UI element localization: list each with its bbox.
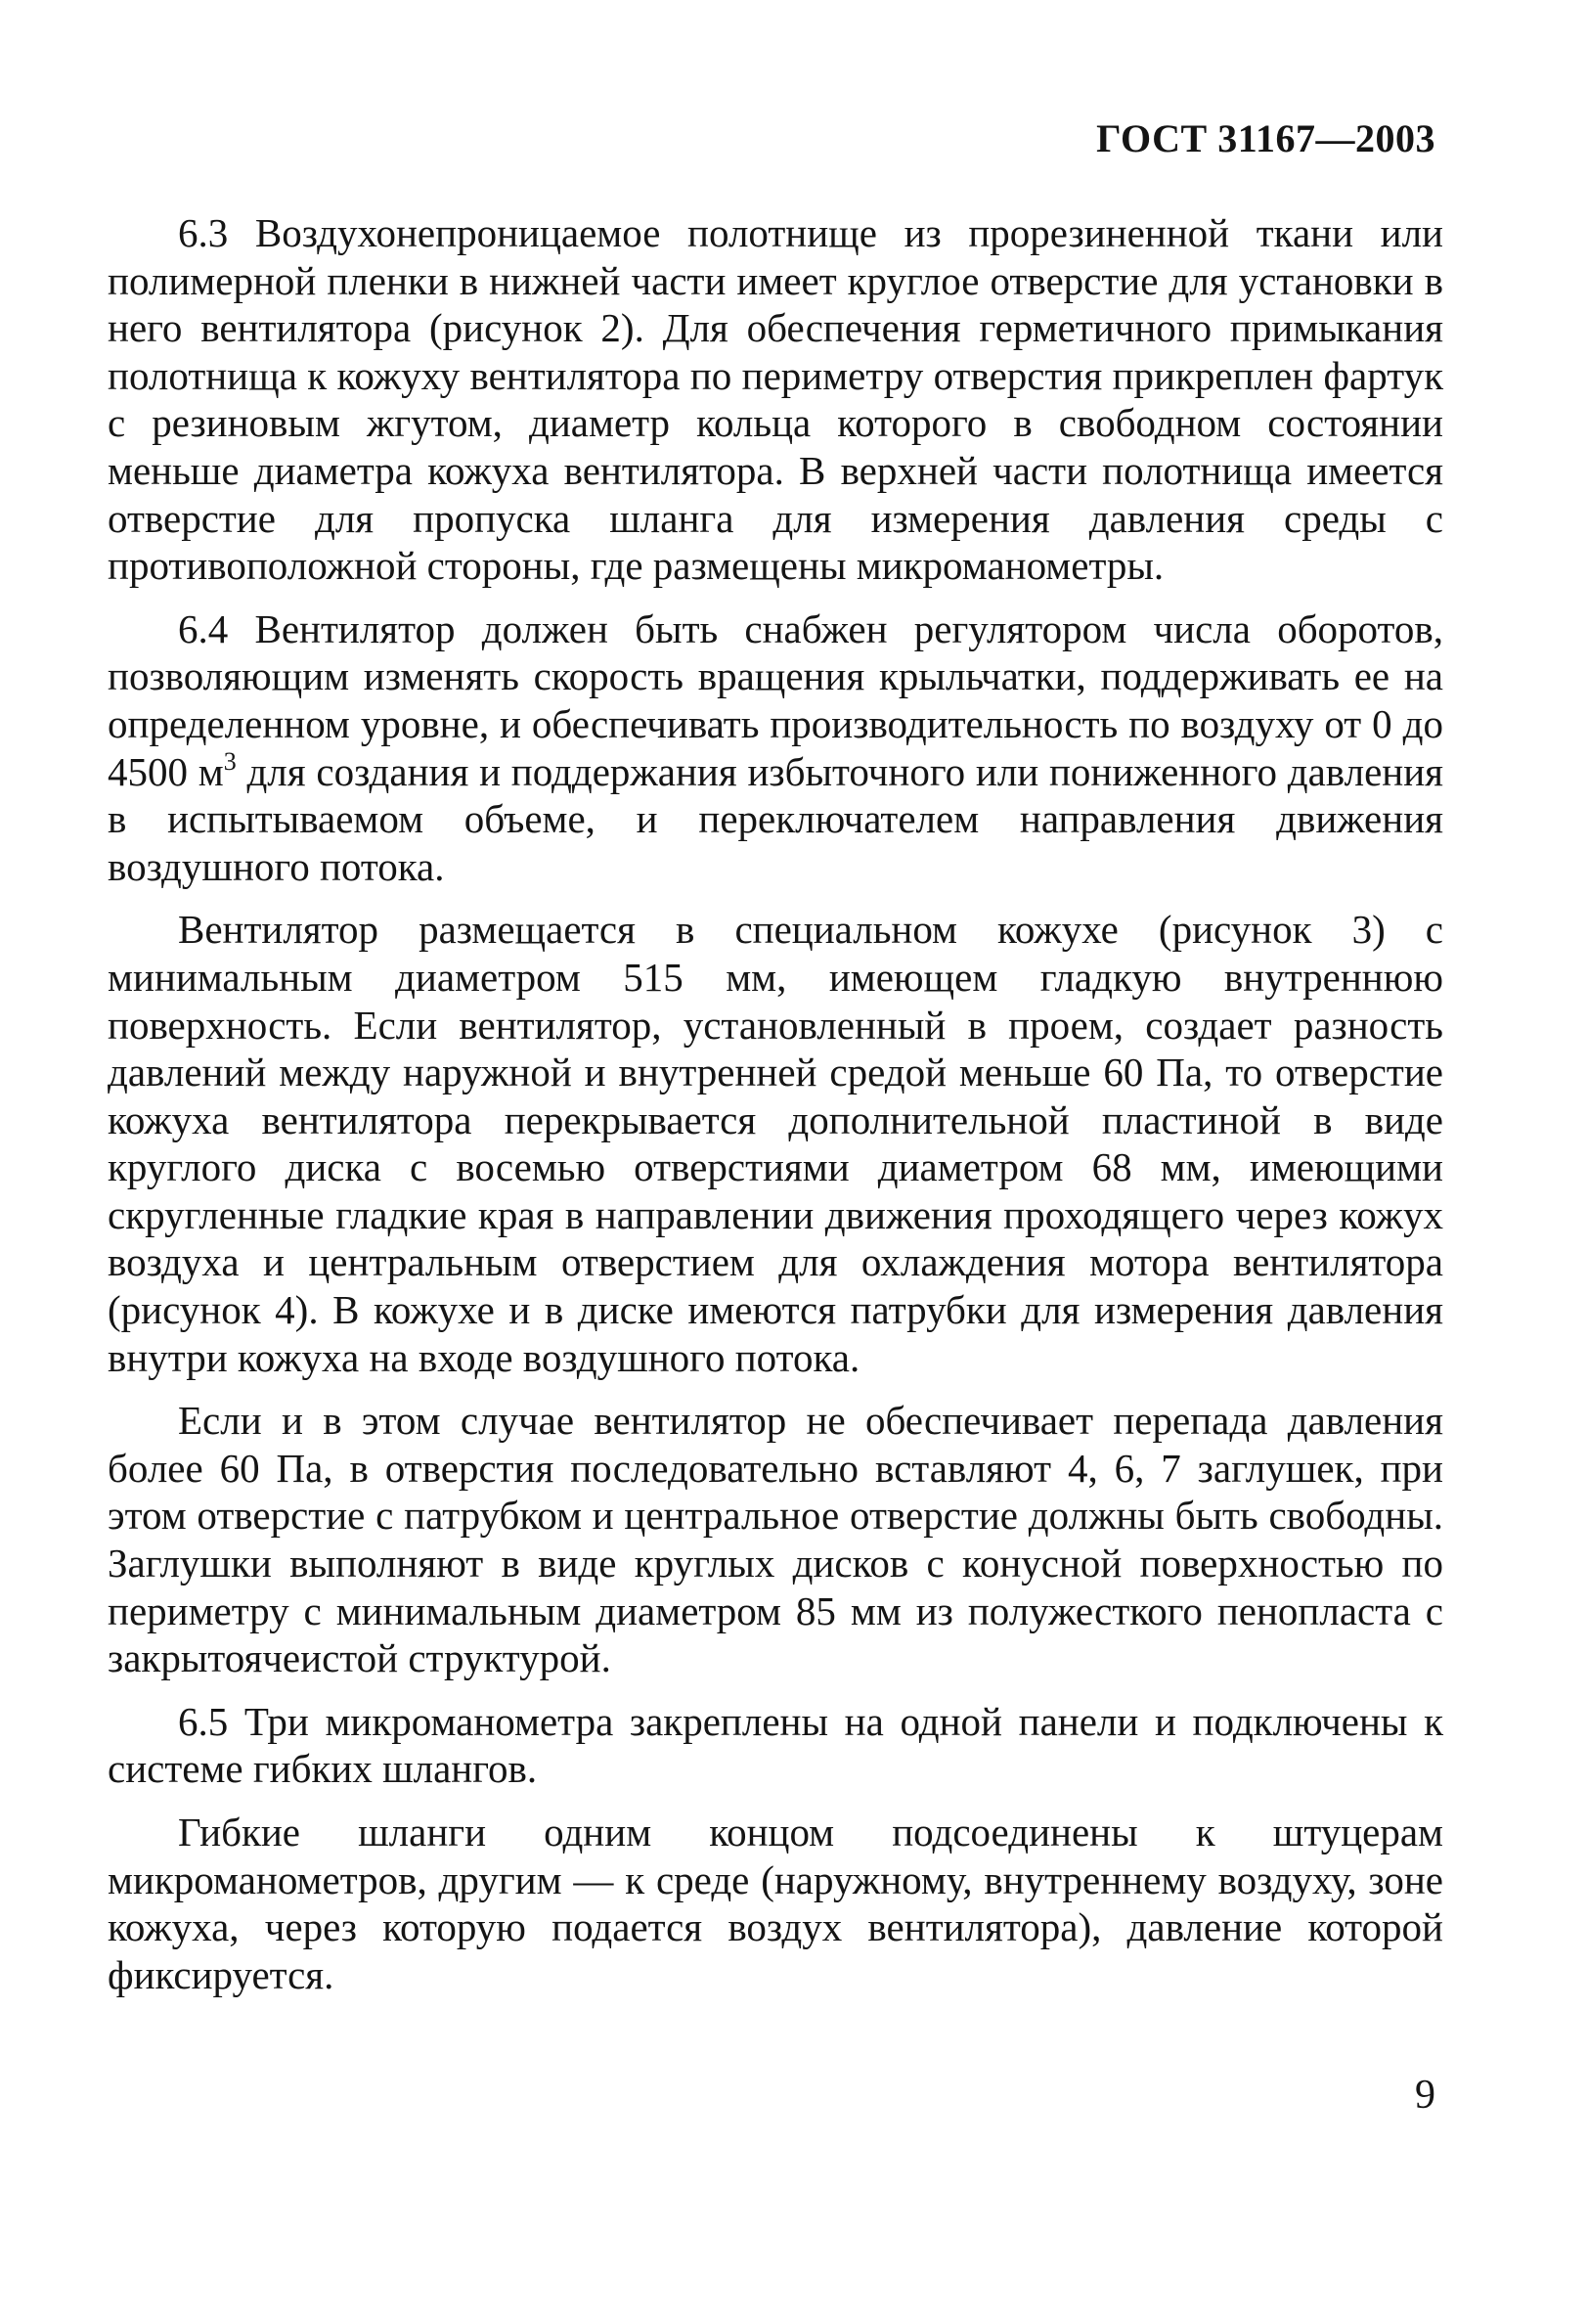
page-number: 9 xyxy=(1415,2073,1435,2118)
standard-header: ГОСТ 31167—2003 xyxy=(1096,116,1435,160)
paragraph-6-4-text: 6.4 Вентилятор должен быть снабжен регулятором числа оборотов, позволяющим изменять скорость вращения крыльчатки, поддерживать ее на определенном уровне, и обеспечивать производительность по воздуху от 0 до 4500 м xyxy=(108,605,1443,794)
paragraph-plugs: Если и в этом случае вентилятор не обеспечивает перепада давления более 60 Па, в отверстия последовательно вставляют 4, 6, 7 заглушек, при этом отверстие с патрубком и центральное отверстие должны быть свободны. Заглушки выполняют в виде круглых дисков с конусной поверхностью по периметру с минимальным диаметром 85 мм из полужесткого пенопласта с закрытоячеистой структурой. xyxy=(108,1398,1443,1681)
paragraph-6-3: 6.3 Воздухонепроницаемое полотнище из прорезиненной ткани или полимерной пленки в нижней части имеет круглое отверстие для установки в него вентилятора (рисунок 2). Для обеспечения герметичного примыкания полотнища к кожуху вентилятора по периметру отверстия прикреплен фартук с резиновым жгутом, диаметр кольца которого в свободном состоянии меньше диаметра кожуха вентилятора. В верхней части полотнища имеется отверстие для пропуска шланга для измерения давления среды с противоположной стороны, где размещены микроманометры. xyxy=(108,210,1443,589)
paragraph-hoses: Гибкие шланги одним концом подсоединены к штуцерам микроманометров, другим — к среде (наружному, внутреннему воздуху, зоне кожуха, через которую подается воздух вентилятора), давление которой фиксируется. xyxy=(108,1810,1443,1997)
paragraph-6-4-text-end: для создания и поддержания избыточного или пониженного давления в испытываемом объеме, и переключателем направления движения воздушного потока. xyxy=(108,748,1444,889)
body-text xyxy=(108,209,1443,1998)
cubic-superscript: 3 xyxy=(223,746,237,776)
paragraph-6-5: 6.5 Три микроманометра закреплены на одной панели и подключены к системе гибких шлангов. xyxy=(108,1698,1443,1792)
paragraph-6-4 xyxy=(108,605,1443,891)
paragraph-fan-casing: Вентилятор размещается в специальном кожухе (рисунок 3) с минимальным диаметром 515 мм, имеющем гладкую внутреннюю поверхность. Если вентилятор, установленный в проем, создает разность давлений между наружной и внутренней средой меньше 60 Па, то отверстие кожуха вентилятора перекрывается дополнительной пластиной в виде круглого диска с восемью отверстиями диаметром 68 мм, имеющими скругленные гладкие края в направлении движения проходящего через кожух воздуха и центральным отверстием для охлаждения мотора вентилятора (рисунок 4). В кожухе и в диске имеются патрубки для измерения давления внутри кожуха на входе воздушного потока. xyxy=(108,907,1443,1380)
